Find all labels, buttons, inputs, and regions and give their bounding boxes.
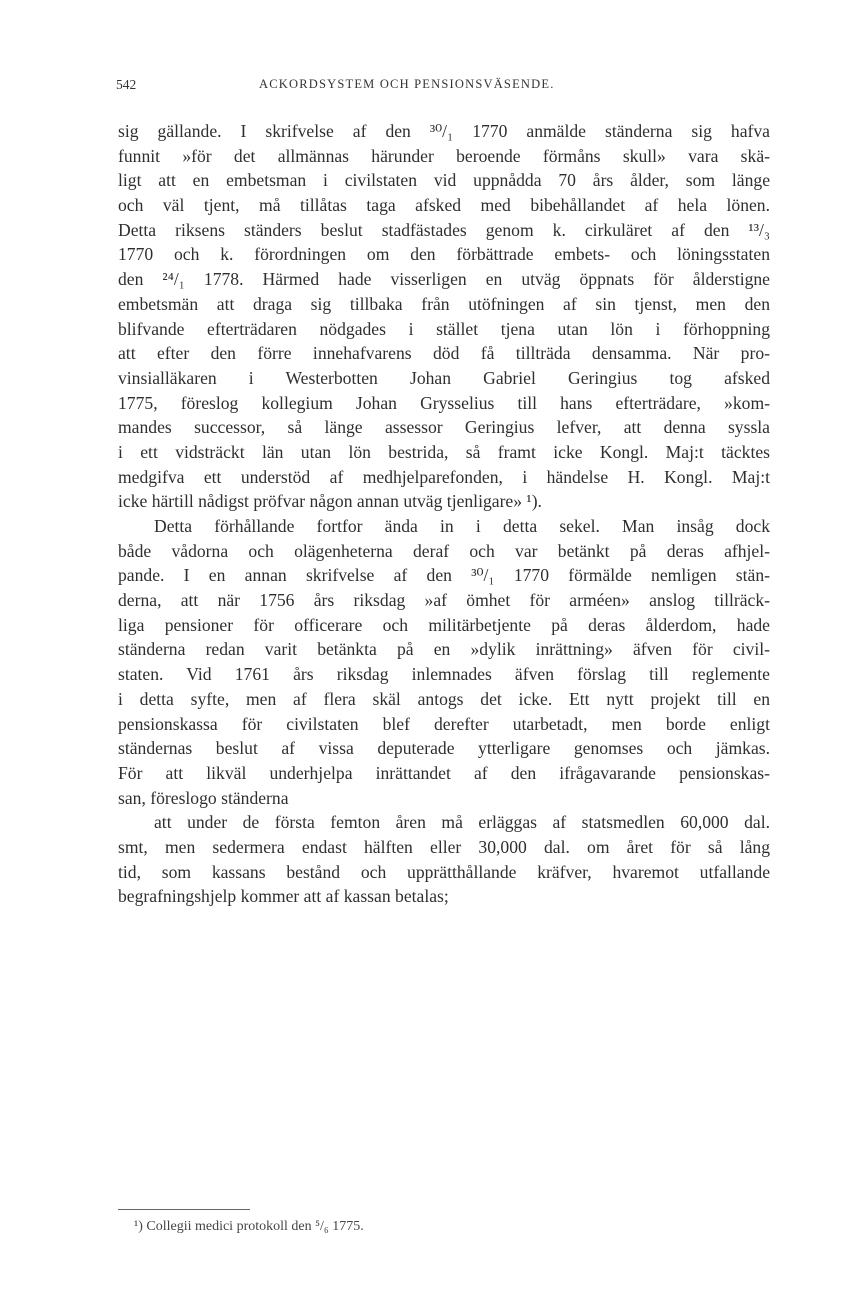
text-line: san, föreslogo ständerna — [118, 787, 289, 808]
quoted-line: att under de första femton åren må erläggas af statsmedlen 60,000 dal. — [154, 812, 770, 833]
text-line: ständerna redan varit betänkta på en »dylik inrättning» äfven för civil- — [118, 639, 770, 660]
text-line: pensionskassa för civilstaten blef derefter utarbetadt, men borde enligt — [118, 713, 770, 734]
text-line: För att likväl underhjelpa inrättandet af den ifrågavarande pensionskas- — [118, 762, 770, 783]
text-line: 1775, föreslog kollegium Johan Grysselius till hans efterträdare, »kom- — [118, 392, 770, 413]
text-line: blifvande efterträdaren nödgades i stället tjena utan lön i förhoppning — [118, 318, 770, 339]
text-line: tid, som kassans bestånd och upprätthållande kräfver, hvaremot utfallande — [118, 861, 770, 882]
text-line: pande. I en annan skrifvelse af den ³⁰/₁ 1770 förmälde nemligen stän- — [118, 565, 770, 586]
footnote: ¹) Collegii medici protokoll den ⁵/₆ 1775. — [134, 1219, 364, 1234]
text-line: funnit »för det allmännas härunder beroende förmåns skull» vara skä- — [118, 145, 770, 166]
text-line: den ²⁴/₁ 1778. Härmed hade visserligen en utväg öppnats för ålderstigne — [118, 269, 770, 290]
text-line: mandes successor, så länge assessor Geringius lefver, att denna syssla — [118, 417, 770, 438]
text-line: både vådorna och olägenheterna deraf och var betänkt på deras afhjel- — [118, 540, 770, 561]
text-line: smt, men sedermera endast hälften eller 30,000 dal. om året för så lång — [118, 836, 770, 857]
text-line: embetsmän att draga sig tillbaka från utöfningen af sin tjenst, men den — [118, 293, 770, 314]
text-line: ständernas beslut af vissa deputerade ytterligare genomses och jämkas. — [118, 738, 770, 759]
body-text — [118, 119, 770, 909]
text-line: och väl tjent, må tillåtas taga afsked med bibehållandet af hela lönen. — [118, 195, 770, 216]
text-line: att efter den förre innehafvarens död få tillträda densamma. När pro- — [118, 343, 770, 364]
running-head: ACKORDSYSTEM OCH PENSIONSVÄSENDE. — [259, 77, 555, 91]
text-line: 1770 och k. förordningen om den förbättrade embets- och löningsstaten — [118, 244, 770, 265]
footnote-divider — [118, 1209, 250, 1210]
text-line: vinsialläkaren i Westerbotten Johan Gabriel Geringius tog afsked — [118, 367, 770, 388]
text-line: sig gällande. I skrifvelse af den ³⁰/₁ 1770 anmälde ständerna sig hafva — [118, 121, 770, 141]
text-line: staten. Vid 1761 års riksdag inlemnades äfven förslag till reglemente — [118, 664, 770, 685]
text-line: i ett vidsträckt län utan lön bestrida, så framt icke Kongl. Maj:t täcktes — [118, 441, 770, 462]
text-line: derna, att när 1756 års riksdag »af ömhet för arméen» anslog tillräck- — [118, 590, 770, 611]
page-number: 542 — [116, 77, 137, 92]
text-line: liga pensioner för officerare och militärbetjente på deras ålderdom, hade — [118, 614, 770, 635]
text-line: medgifva ett understöd af medhjelparefonden, i händelse H. Kongl. Maj:t — [118, 466, 770, 487]
paragraph-start-line: Detta förhållande fortfor ända in i detta sekel. Man insåg dock — [154, 516, 770, 536]
text-line: i detta syfte, men af flera skäl antogs det icke. Ett nytt projekt till en — [118, 688, 770, 709]
text-line: ligt att en embetsman i civilstaten vid uppnådda 70 års ålder, som länge — [118, 170, 770, 191]
text-line: begrafningshjelp kommer att af kassan betalas; — [118, 886, 449, 907]
text-line: icke härtill nådigst pröfvar någon annan utväg tjenligare» ¹). — [118, 491, 542, 512]
text-line: Detta riksens ständers beslut stadfästades genom k. cirkuläret af den ¹³/₃ — [118, 219, 770, 240]
